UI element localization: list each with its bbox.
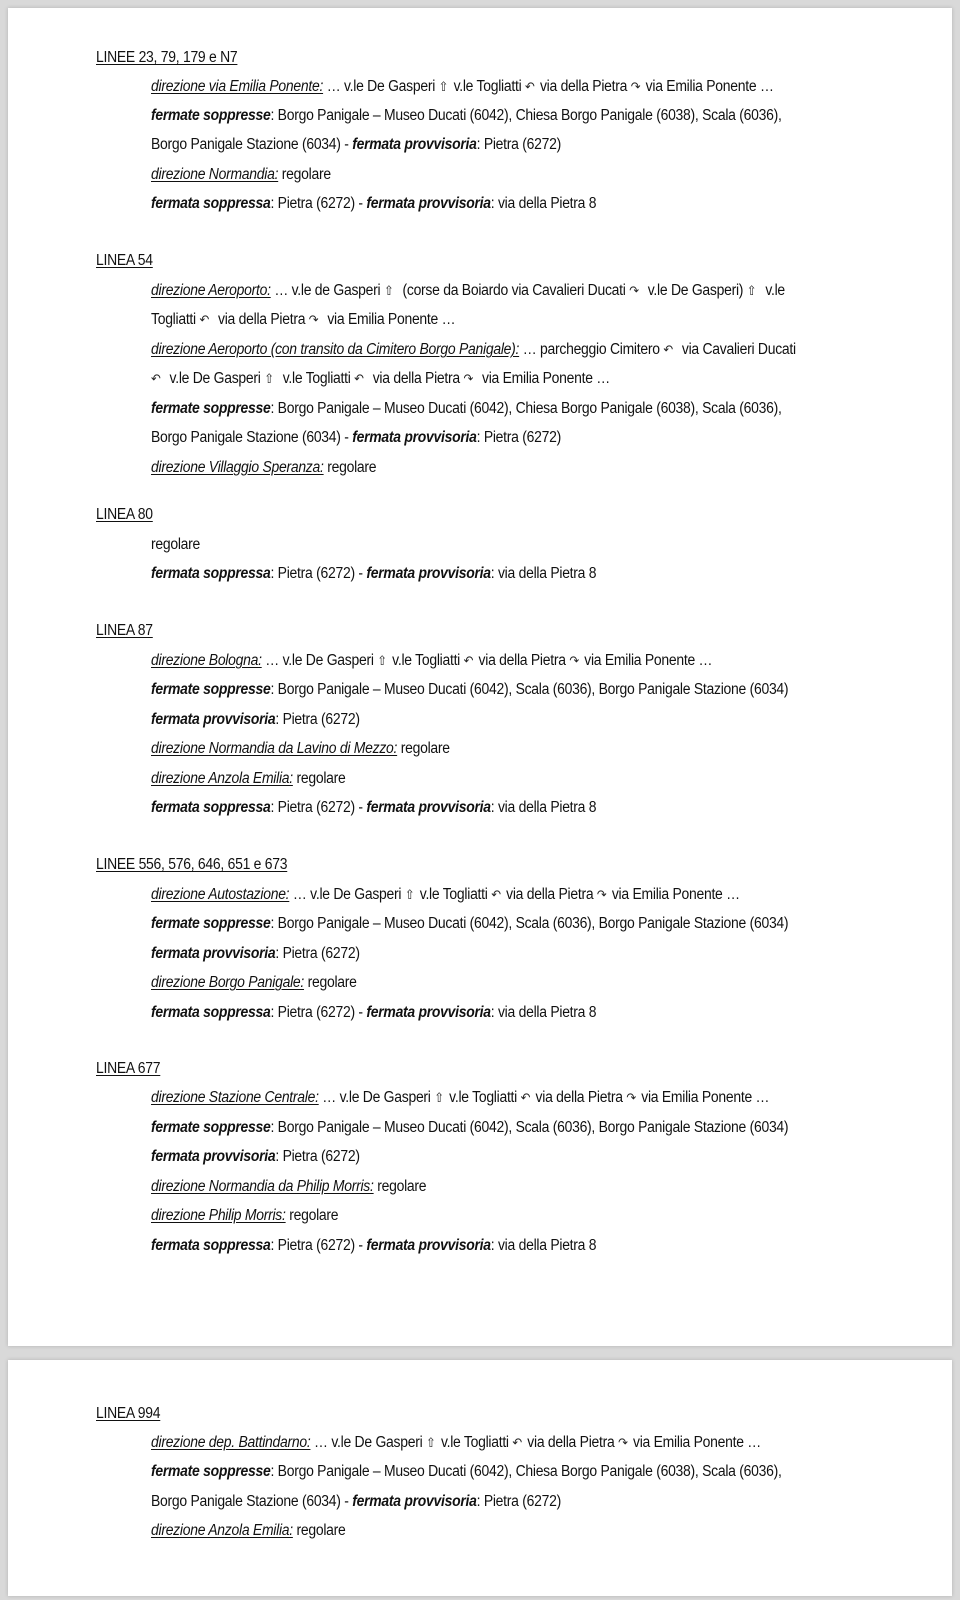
turn-left-icon: ↶ [199,312,210,327]
temporary-label: fermata provvisoria [352,429,477,446]
suppressed-label: fermate soppresse [151,400,271,417]
direction-line [151,165,872,185]
straight-arrow-icon: ⇧ [264,371,274,386]
route-stop: via della Pietra [478,652,566,669]
suppressed-stops-line [151,1118,872,1138]
suppressed-value: Borgo Panigale Stazione (6034) - [151,429,353,446]
suppressed-value: : Borgo Panigale – Museo Ducati (6042), Scala (6036), Borgo Panigale Stazione (6034) [270,915,789,932]
turn-left-icon: ↶ [520,1090,531,1105]
suppressed-label: fermate soppresse [151,107,271,124]
straight-arrow-icon: ⇧ [434,1090,444,1105]
suppressed-value: : Borgo Panigale – Museo Ducati (6042), Scala (6036), Borgo Panigale Stazione (6034) [270,1119,789,1136]
direction-line [151,885,872,905]
route-stop: v.le Togliatti [419,886,488,903]
direction-label: direzione Autostazione: [151,886,290,903]
direction-label: direzione Aeroporto: [151,282,271,299]
temporary-stop-line [151,710,872,730]
temporary-value: : Pietra (6272) [275,945,360,962]
section-title: LINEA 677 [96,1060,161,1077]
direction-value: regolare [292,770,346,787]
turn-left-icon: ↶ [151,371,161,386]
suppressed-label: fermata soppressa [151,1004,271,1021]
temporary-value: : Pietra (6272) [476,136,561,153]
route-stop: via della Pietra [539,78,628,95]
turn-left-icon: ↶ [663,342,673,357]
route-stop: … v.le De Gasperi [318,1089,431,1106]
suppressed-stops-line [151,680,872,700]
route-stop: via Emilia Ponente … [641,1089,770,1106]
suppressed-value: : Borgo Panigale – Museo Ducati (6042), Chiesa Borgo Panigale (6038), Scala (6036), [270,107,782,124]
direction-label: direzione Normandia da Lavino di Mezzo: [151,740,398,757]
direction-label: direzione via Emilia Ponente: [151,78,324,95]
route-stop: via Emilia Ponente … [478,370,610,387]
turn-left-icon: ↶ [354,371,364,386]
suppressed-stops-line-cont [151,135,872,155]
direction-label: direzione Normandia da Philip Morris: [151,1178,374,1195]
regular-line: regolare [151,536,201,553]
suppressed-stop-line [151,194,872,214]
suppressed-label: fermate soppresse [151,1463,271,1480]
suppressed-label: fermata soppressa [151,565,271,582]
suppressed-value: : Pietra (6272) - [270,565,367,582]
temporary-value: : via della Pietra 8 [490,195,597,212]
suppressed-value: : Pietra (6272) - [270,799,367,816]
turn-left-icon: ↶ [512,1435,522,1450]
temporary-label: fermata provvisoria [366,1237,491,1254]
suppressed-label: fermate soppresse [151,915,271,932]
direction-label: direzione Stazione Centrale: [151,1089,319,1106]
route-stop: v.le De Gasperi [165,370,261,387]
direction-line-cont [151,369,872,389]
suppressed-value: : Pietra (6272) - [270,1004,367,1021]
direction-line [151,769,872,789]
direction-label: direzione dep. Battindarno: [151,1434,311,1451]
temporary-label: fermata provvisoria [352,1493,477,1510]
straight-arrow-icon: ⇧ [438,79,449,94]
direction-line [151,281,872,301]
suppressed-stop-line [151,564,872,584]
direction-line [151,1088,872,1108]
route-stop: via Emilia Ponente … [323,311,456,328]
temporary-label: fermata provvisoria [366,799,491,816]
turn-right-icon: ↷ [463,371,474,386]
suppressed-label: fermata soppressa [151,799,271,816]
route-stop: v.le Togliatti [279,370,351,387]
route-stop: via della Pietra [506,886,594,903]
direction-label: direzione Villaggio Speranza: [151,459,324,476]
suppressed-stops-line-cont [151,1492,872,1512]
route-stop: v.le Togliatti [440,1434,509,1451]
suppressed-stops-line [151,1462,872,1482]
suppressed-label: fermata soppressa [151,195,271,212]
straight-arrow-icon: ⇧ [383,283,394,298]
turn-right-icon: ↷ [308,312,319,327]
turn-right-icon: ↷ [626,1090,636,1105]
route-stop: v.le Togliatti [453,78,522,95]
document-page-2 [8,1360,952,1596]
direction-line [151,1433,872,1453]
direction-line [151,1206,872,1226]
direction-line [151,1177,872,1197]
direction-value: regolare [323,459,377,476]
route-stop: … v.le de Gasperi [270,282,381,299]
route-stop: … parcheggio Cimitero [519,341,660,358]
route-stop: (corse da Boiardo via Cavalieri Ducati [398,282,626,299]
route-stop: … v.le De Gasperi [326,78,436,95]
temporary-label: fermata provvisoria [366,1004,491,1021]
direction-label: direzione Aeroporto (con transito da Cimitero Borgo Panigale): [151,341,520,358]
section-title: LINEE 23, 79, 179 e N7 [96,49,238,66]
route-stop: Togliatti [151,311,196,328]
direction-value: regolare [373,1178,427,1195]
temporary-label: fermata provvisoria [366,195,491,212]
suppressed-value: Borgo Panigale Stazione (6034) - [151,1493,353,1510]
suppressed-stop-line [151,1003,872,1023]
direction-line [151,458,872,478]
turn-right-icon: ↷ [569,653,579,668]
temporary-value: : Pietra (6272) [476,429,561,446]
section-title: LINEA 994 [96,1405,161,1422]
temporary-value: : via della Pietra 8 [490,1004,597,1021]
direction-label: direzione Normandia: [151,166,279,183]
route-stop: via Emilia Ponente … [633,1434,761,1451]
route-stop: v.le Togliatti [392,652,461,669]
temporary-value: : via della Pietra 8 [490,1237,597,1254]
suppressed-value: Borgo Panigale Stazione (6034) - [151,136,353,153]
section-title: LINEA 87 [96,622,153,639]
route-stop: via della Pietra [527,1434,615,1451]
route-stop: via Emilia Ponente … [645,78,774,95]
suppressed-value: : Borgo Panigale – Museo Ducati (6042), Scala (6036), Borgo Panigale Stazione (6034) [270,681,789,698]
turn-left-icon: ↶ [491,887,501,902]
suppressed-stops-line [151,399,872,419]
straight-arrow-icon: ⇧ [426,1435,436,1450]
document-page-1 [8,8,952,1346]
direction-value: regolare [285,1207,339,1224]
section-title: LINEA 54 [96,252,153,269]
turn-left-icon: ↶ [463,653,474,668]
suppressed-stops-line-cont [151,428,872,448]
turn-right-icon: ↷ [630,79,641,94]
suppressed-value: : Pietra (6272) - [270,195,367,212]
route-stop: via Cavalieri Ducati [678,341,796,358]
temporary-label: fermata provvisoria [151,1148,276,1165]
direction-line-cont [151,310,872,330]
route-stop: v.le Togliatti [449,1089,518,1106]
direction-line [151,340,872,360]
suppressed-value: : Pietra (6272) - [270,1237,367,1254]
direction-line [151,739,872,759]
temporary-value: : via della Pietra 8 [490,799,597,816]
suppressed-stops-line [151,106,872,126]
suppressed-label: fermate soppresse [151,1119,271,1136]
suppressed-stop-line [151,798,872,818]
route-stop: v.le De Gasperi) [644,282,744,299]
route-stop: … v.le De Gasperi [310,1434,423,1451]
turn-right-icon: ↷ [596,887,607,902]
temporary-value: : Pietra (6272) [275,1148,360,1165]
direction-label: direzione Philip Morris: [151,1207,286,1224]
temporary-stop-line [151,944,872,964]
straight-arrow-icon: ⇧ [404,887,415,902]
temporary-stop-line [151,1147,872,1167]
suppressed-label: fermata soppressa [151,1237,271,1254]
turn-right-icon: ↷ [629,283,639,298]
straight-arrow-icon: ⇧ [746,283,757,298]
temporary-label: fermata provvisoria [151,711,276,728]
route-stop: via Emilia Ponente … [584,652,713,669]
route-stop: v.le [761,282,785,299]
direction-value: regolare [397,740,450,757]
temporary-label: fermata provvisoria [366,565,491,582]
section-title: LINEE 556, 576, 646, 651 e 673 [96,856,288,873]
turn-left-icon: ↶ [525,79,535,94]
route-stop: via della Pietra [214,311,306,328]
direction-label: direzione Anzola Emilia: [151,1522,293,1539]
route-stop: … v.le De Gasperi [261,652,374,669]
direction-value: regolare [278,166,331,183]
temporary-label: fermata provvisoria [151,945,276,962]
route-stop: via della Pietra [369,370,460,387]
suppressed-label: fermate soppresse [151,681,271,698]
turn-right-icon: ↷ [618,1435,628,1450]
direction-label: direzione Bologna: [151,652,262,669]
straight-arrow-icon: ⇧ [377,653,387,668]
route-stop: … v.le De Gasperi [289,886,402,903]
suppressed-stop-line [151,1236,872,1256]
suppressed-value: : Borgo Panigale – Museo Ducati (6042), Chiesa Borgo Panigale (6038), Scala (6036), [270,1463,782,1480]
direction-value: regolare [304,974,357,991]
section-title: LINEA 80 [96,506,153,523]
suppressed-stops-line [151,914,872,934]
temporary-value: : Pietra (6272) [275,711,360,728]
suppressed-value: : Borgo Panigale – Museo Ducati (6042), Chiesa Borgo Panigale (6038), Scala (6036), [270,400,782,417]
route-stop: via della Pietra [535,1089,623,1106]
direction-line [151,973,872,993]
route-stop: via Emilia Ponente … [611,886,740,903]
direction-label: direzione Borgo Panigale: [151,974,305,991]
temporary-label: fermata provvisoria [352,136,477,153]
temporary-value: : via della Pietra 8 [490,565,597,582]
direction-line [151,651,872,671]
direction-value: regolare [292,1522,346,1539]
temporary-value: : Pietra (6272) [476,1493,561,1510]
direction-label: direzione Anzola Emilia: [151,770,293,787]
direction-line [151,77,872,97]
direction-line [151,1521,872,1541]
